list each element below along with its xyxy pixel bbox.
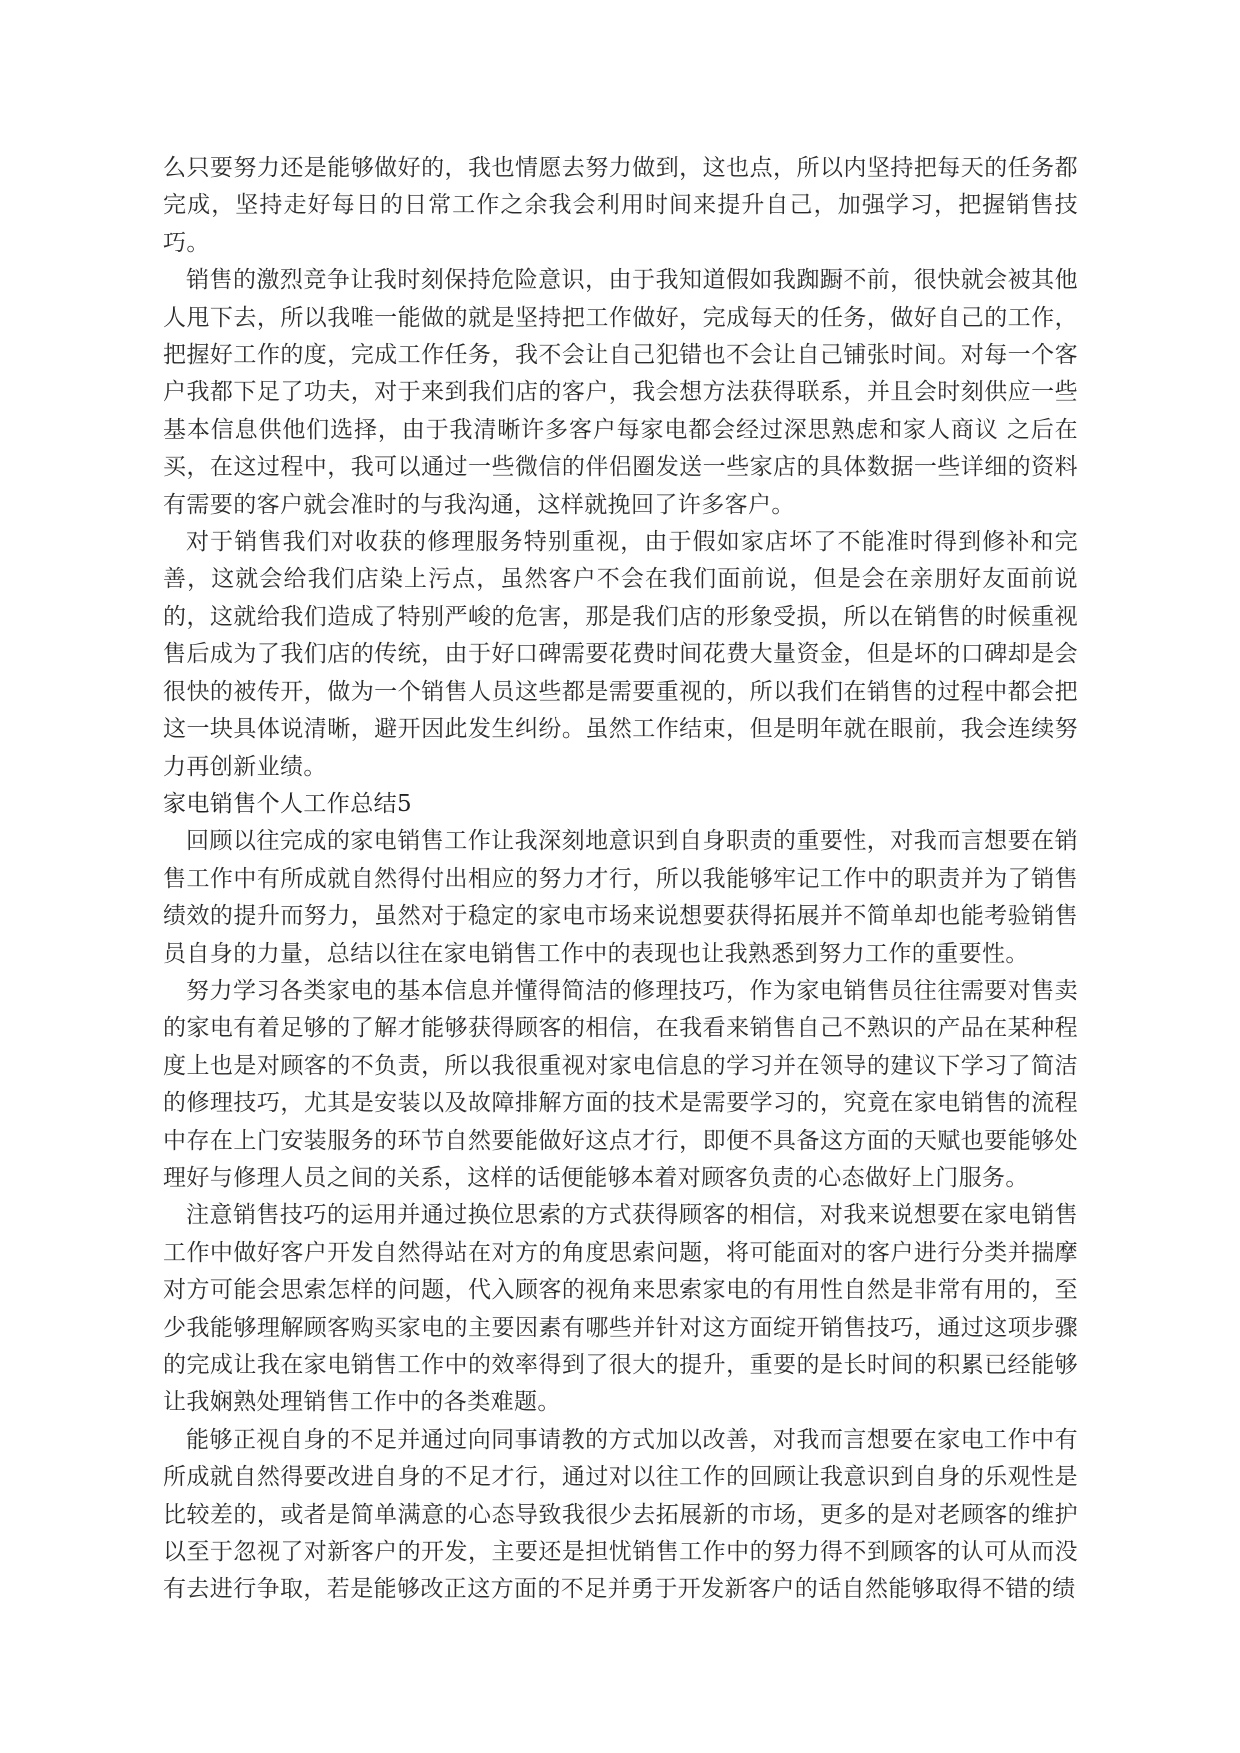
paragraph: 回顾以往完成的家电销售工作让我深刻地意识到自身职责的重要性，对我而言想要在销售工作中有所成就自然得付出相应的努力才行，所以我能够牢记工作中的职责并为了销售绩效的提升而努力，虽然对于稳定的家电市场来说想要获得拓展并不简单却也能考验销售员自身的力量，总结以往在家电销售工作中的表现也让我熟悉到努力工作的重要性。: [163, 828, 1078, 967]
paragraph: 努力学习各类家电的基本信息并懂得简洁的修理技巧，作为家电销售员往往需要对售卖的家电有着足够的了解才能够获得顾客的相信，在我看来销售自己不熟识的产品在某种程度上也是对顾客的不负责，所以我很重视对家电信息的学习并在领导的建议下学习了简洁的修理技巧，尤其是安装以及故障排解方面的技术是需要学习的，究竟在家电销售的流程中存在上门安装服务的环节自然要能做好这点才行，即便不具备这方面的天赋也要能够处理好与修理人员之间的关系，这样的话便能够本着对顾客负责的心态做好上门服务。: [163, 977, 1078, 1191]
paragraph: 注意销售技巧的运用并通过换位思索的方式获得顾客的相信，对我来说想要在家电销售工作中做好客户开发自然得站在对方的角度思索问题，将可能面对的客户进行分类并揣摩对方可能会思索怎样的问题，代入顾客的视角来思索家电的有用性自然是非常有用的，至少我能够理解顾客购买家电的主要因素有哪些并针对这方面绽开销售技巧，通过这项步骤的完成让我在家电销售工作中的效率得到了很大的提升，重要的是长时间的积累已经能够让我娴熟处理销售工作中的各类难题。: [163, 1202, 1078, 1416]
paragraph-continuation: 么只要努力还是能够做好的，我也情愿去努力做到，这也点，所以内坚持把每天的任务都完成，坚持走好每日的日常工作之余我会利用时间来提升自己，加强学习，把握销售技巧。: [163, 155, 1078, 256]
paragraph: 销售的激烈竞争让我时刻保持危险意识，由于我知道假如我踟蹰不前，很快就会被其他人甩下去，所以我唯一能做的就是坚持把工作做好，完成每天的任务，做好自己的工作，把握好工作的度，完成工作任务，我不会让自己犯错也不会让自己铺张时间。对每一个客户我都下足了功夫，对于来到我们店的客户，我会想方法获得联系，并且会时刻供应一些基本信息供他们选择，由于我清晰许多客户每家电都会经过深思熟虑和家人商议 之后在买，在这过程中，我可以通过一些微信的伴侣圈发送一些家店的具体数据一些详细的资料有需要的客户就会准时的与我沟通，这样就挽回了许多客户。: [163, 267, 1078, 518]
document-page: [163, 150, 1078, 1609]
section-heading: 家电销售个人工作总结5: [163, 790, 413, 817]
paragraph: 能够正视自身的不足并通过向同事请教的方式加以改善，对我而言想要在家电工作中有所成就自然得要改进自身的不足才行，通过对以往工作的回顾让我意识到自身的乐观性是比较差的，或者是简单满意的心态导致我很少去拓展新的市场，更多的是对老顾客的维护以至于忽视了对新客户的开发，主要还是担忧销售工作中的努力得不到顾客的认可从而没有去进行争取，若是能够改正这方面的不足并勇于开发新客户的话自然能够取得不错的绩: [163, 1426, 1078, 1603]
paragraph: 对于销售我们对收获的修理服务特别重视，由于假如家店坏了不能准时得到修补和完善，这就会给我们店染上污点，虽然客户不会在我们面前说，但是会在亲朋好友面前说的，这就给我们造成了特别严峻的危害，那是我们店的形象受损，所以在销售的时候重视售后成为了我们店的传统，由于好口碑需要花费时间花费大量资金，但是坏的口碑却是会很快的被传开，做为一个销售人员这些都是需要重视的，所以我们在销售的过程中都会把这一块具体说清晰，避开因此发生纠纷。虽然工作结束，但是明年就在眼前，我会连续努力再创新业绩。: [163, 529, 1078, 780]
